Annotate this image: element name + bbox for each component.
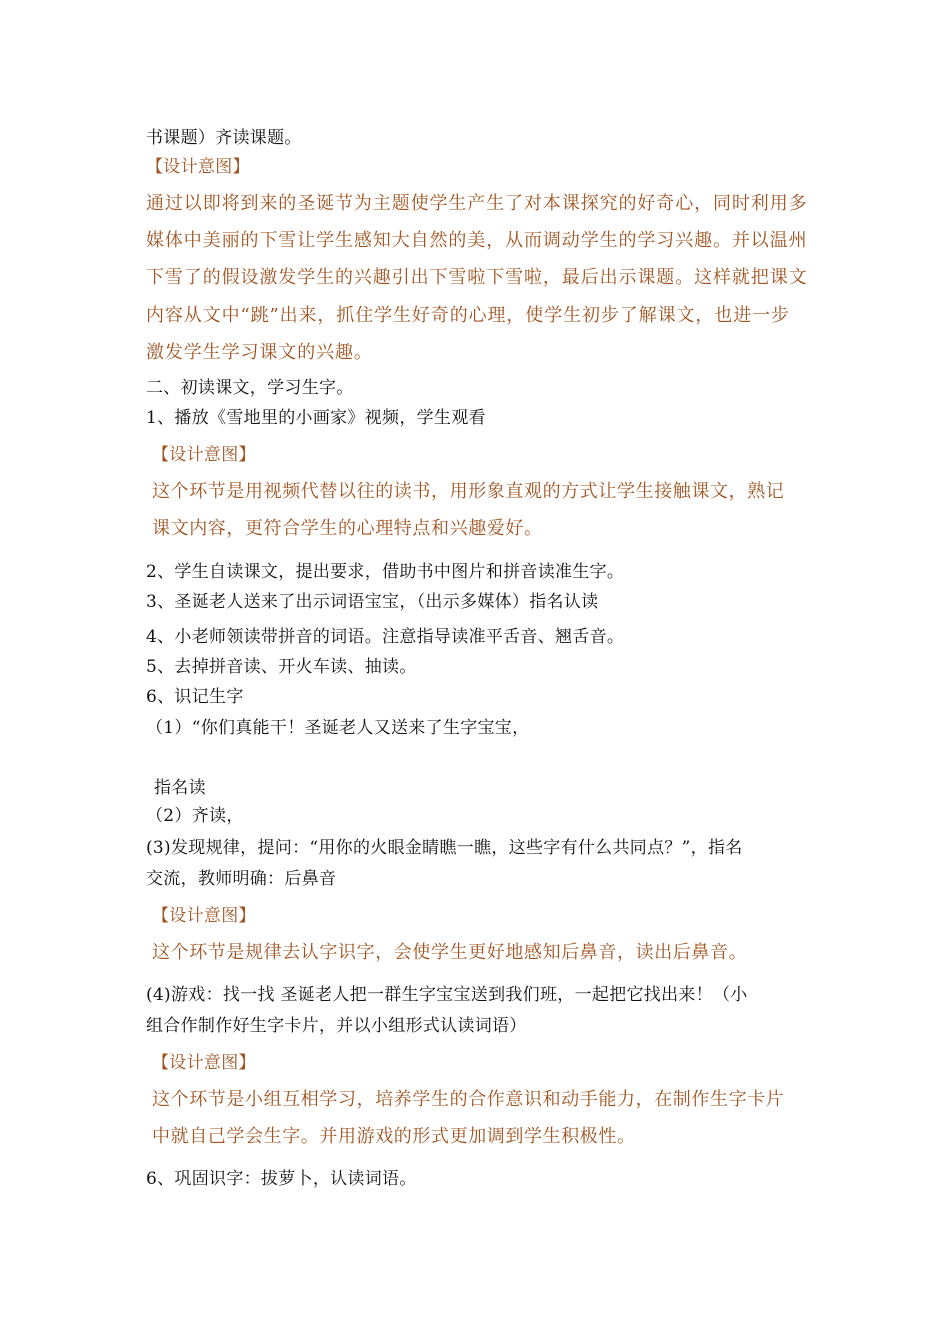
design-intent-heading-1: 【设计意图】 [146, 157, 250, 177]
design-intent-text-4-line-2: 中就自己学会生字。并用游戏的形式更加调到学生积极性。 [152, 1126, 636, 1147]
design-intent-text-1-line-4: 内容从文中“跳”出来，抓住学生好奇的心理，使学生初步了解课文，也进一步 [146, 305, 790, 326]
step-6-item-4-line-1: (4)游戏：找一找 圣诞老人把一群生字宝宝送到我们班，一起把它找出来！（小 [146, 985, 748, 1005]
design-intent-heading-3: 【设计意图】 [152, 906, 256, 926]
design-intent-heading-4: 【设计意图】 [152, 1053, 256, 1073]
design-intent-text-1-line-1: 通过以即将到来的圣诞节为主题使学生产生了对本课探究的好奇心，同时利用多 [146, 193, 808, 214]
step-6-item-2: （2）齐读， [146, 806, 244, 826]
step-1: 1、播放《雪地里的小画家》视频，学生观看 [146, 408, 486, 428]
step-6: 6、识记生字 [146, 687, 244, 707]
step-7: 6、巩固识字：拔萝卜，认读词语。 [146, 1169, 417, 1189]
design-intent-text-1-line-3: 下雪了的假设激发学生的兴趣引出下雪啦下雪啦，最后出示课题。这样就把课文 [146, 267, 808, 288]
step-6-item-3-line-1: (3)发现规律，提问：“用你的火眼金睛瞧一瞧，这些字有什么共同点？”，指名 [146, 838, 743, 858]
step-4: 4、小老师领读带拼音的词语。注意指导读准平舌音、翘舌音。 [146, 627, 625, 647]
design-intent-text-1-line-5: 激发学生学习课文的兴趣。 [146, 342, 373, 363]
step-6-item-1: （1）“你们真能干！圣诞老人又送来了生字宝宝， [146, 718, 530, 738]
line-1: 书课题）齐读课题。 [146, 128, 302, 148]
design-intent-text-2-line-2: 课文内容，更符合学生的心理特点和兴趣爱好。 [152, 518, 543, 539]
design-intent-heading-2: 【设计意图】 [152, 445, 256, 465]
step-6-item-4-line-2: 组合作制作好生字卡片，并以小组形式认读词语） [146, 1016, 527, 1036]
section-heading-2: 二、初读课文，学习生字。 [146, 378, 354, 398]
step-6-item-1-follow: 指名读 [154, 778, 206, 798]
step-5: 5、去掉拼音读、开火车读、抽读。 [146, 657, 417, 677]
design-intent-text-2-line-1: 这个环节是用视频代替以往的读书，用形象直观的方式让学生接触课文，熟记 [152, 481, 785, 502]
step-2: 2、学生自读课文，提出要求，借助书中图片和拼音读准生字。 [146, 562, 625, 582]
step-3: 3、圣诞老人送来了出示词语宝宝，（出示多媒体）指名认读 [146, 592, 599, 612]
design-intent-text-3: 这个环节是规律去认字识字，会使学生更好地感知后鼻音，读出后鼻音。 [152, 942, 748, 963]
design-intent-text-1-line-2: 媒体中美丽的下雪让学生感知大自然的美，从而调动学生的学习兴趣。并以温州 [146, 230, 808, 251]
step-6-item-3-line-2: 交流，教师明确：后鼻音 [146, 869, 337, 889]
design-intent-text-4-line-1: 这个环节是小组互相学习，培养学生的合作意识和动手能力，在制作生字卡片 [152, 1089, 785, 1110]
